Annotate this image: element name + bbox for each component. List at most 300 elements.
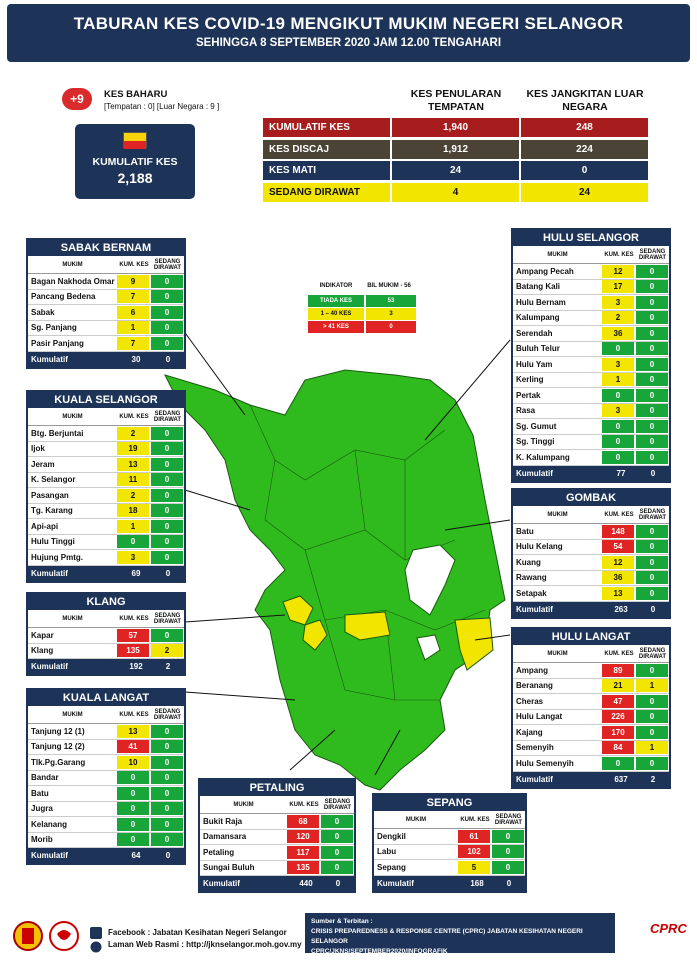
- summary-row-label: KES DISCAJ: [263, 140, 390, 159]
- total-active: 0: [506, 878, 512, 888]
- mukim-name: Sg. Gumut: [516, 421, 557, 431]
- cumulative-cases: 226: [602, 710, 634, 723]
- district-panel-hulu-selangor: [511, 228, 671, 483]
- summary-imported-value: 224: [521, 140, 648, 159]
- active-cases: 0: [151, 442, 183, 455]
- cumulative-cases: 13: [602, 587, 634, 600]
- selangor-flag-icon: [123, 132, 147, 148]
- table-row: [513, 710, 669, 726]
- mukim-name: Kuang: [516, 557, 541, 567]
- table-row: [28, 321, 184, 337]
- table-row: [28, 724, 184, 740]
- total-cases: 168: [470, 878, 484, 888]
- total-row: [200, 876, 354, 891]
- cumulative-cases: 84: [602, 741, 634, 754]
- mukim-name: Rasa: [516, 406, 536, 416]
- district-panel-hulu-langat: [511, 627, 671, 789]
- active-cases: 0: [321, 846, 353, 859]
- column-header-sedang: SEDANG DIRAWAT: [323, 798, 352, 811]
- active-cases: 2: [151, 644, 183, 657]
- table-row: [28, 290, 184, 306]
- table-row: [28, 628, 184, 644]
- active-cases: 0: [151, 427, 183, 440]
- mukim-name: Setapak: [516, 588, 547, 598]
- mukim-name: Batang Kali: [516, 282, 561, 292]
- cumulative-cases: 61: [458, 830, 490, 843]
- column-header-row: [200, 796, 354, 814]
- column-header-row: [374, 811, 525, 829]
- district-panel-petaling: [198, 778, 356, 893]
- table-row: [200, 814, 354, 830]
- mukim-name: Buluh Telur: [516, 344, 560, 354]
- column-header-sedang: SEDANG DIRAWAT: [638, 647, 667, 660]
- cumulative-cases: 47: [602, 695, 634, 708]
- summary-local-value: 4: [392, 183, 519, 202]
- cumulative-cases: 2: [117, 489, 149, 502]
- mukim-name: K. Kalumpang: [516, 452, 570, 462]
- table-row: [513, 357, 669, 373]
- column-header-kum: KUM. KES: [604, 511, 634, 518]
- column-header-sedang: SEDANG DIRAWAT: [153, 612, 182, 625]
- active-cases: 0: [151, 306, 183, 319]
- new-cases-badge: +9: [62, 88, 92, 110]
- total-cases: 263: [614, 604, 628, 614]
- column-header-mukim: MUKIM: [62, 711, 83, 718]
- table-row: [28, 817, 184, 833]
- new-cases-text: [104, 89, 219, 113]
- active-cases: 0: [636, 389, 668, 402]
- mukim-name: Kapar: [31, 630, 54, 640]
- table-row: [28, 644, 184, 660]
- column-header-row: [513, 246, 669, 264]
- table-row: [28, 336, 184, 352]
- column-header-row: [28, 408, 184, 426]
- legend-row: [308, 295, 416, 307]
- active-cases: 0: [151, 802, 183, 815]
- active-cases: 0: [321, 830, 353, 843]
- mukim-name: Semenyih: [516, 743, 554, 753]
- total-label: Kumulatif: [31, 354, 68, 364]
- mukim-name: Bandar: [31, 773, 59, 783]
- total-cases: 77: [616, 468, 626, 478]
- district-panel-gombak: [511, 488, 671, 619]
- table-row: [513, 342, 669, 358]
- mukim-name: Ampang: [516, 665, 548, 675]
- active-cases: 0: [636, 695, 668, 708]
- facebook-link[interactable]: Facebook : Jabatan Kesihatan Negeri Selangor: [108, 928, 287, 937]
- column-header-mukim: MUKIM: [233, 801, 254, 808]
- active-cases: 0: [636, 420, 668, 433]
- total-row: [28, 659, 184, 674]
- summary-row: [263, 161, 648, 180]
- cumulative-cases: 1: [117, 321, 149, 334]
- column-header-sedang: SEDANG DIRAWAT: [494, 813, 523, 826]
- mukim-name: Tlk.Pg.Garang: [31, 757, 86, 767]
- active-cases: 1: [636, 741, 668, 754]
- table-row: [28, 457, 184, 473]
- active-cases: 0: [151, 337, 183, 350]
- cumulative-cases: 0: [602, 435, 634, 448]
- mukim-name: Pancang Bedena: [31, 292, 96, 302]
- summary-row-label: KUMULATIF KES: [263, 118, 390, 137]
- legend-row: [308, 321, 416, 333]
- cumulative-box: [75, 124, 195, 199]
- cumulative-cases: 117: [287, 846, 319, 859]
- mukim-name: Tanjung 12 (2): [31, 742, 85, 752]
- page-subtitle: SEHINGGA 8 SEPTEMBER 2020 JAM 12.00 TENGAHARI: [195, 37, 502, 49]
- cumulative-cases: 3: [602, 296, 634, 309]
- active-cases: 0: [492, 830, 524, 843]
- active-cases: 0: [636, 373, 668, 386]
- total-row: [513, 466, 669, 481]
- mukim-name: Hulu Bernam: [516, 297, 566, 307]
- cumulative-cases: 170: [602, 726, 634, 739]
- table-row: [513, 540, 669, 556]
- district-panel-sepang: [372, 793, 527, 893]
- source-ref: CPRC/JKNS/SEPTEMBER2020/INFOGRAFIK: [311, 948, 448, 955]
- mukim-name: Serendah: [516, 328, 553, 338]
- active-cases: 0: [636, 342, 668, 355]
- moh-logo-icon: [48, 920, 80, 952]
- column-header-sedang: SEDANG DIRAWAT: [153, 258, 182, 271]
- total-label: Kumulatif: [516, 604, 553, 614]
- total-cases: 440: [299, 879, 313, 888]
- summary-row: [263, 140, 648, 159]
- column-header-kum: KUM. KES: [119, 615, 149, 622]
- mukim-name: Labu: [377, 847, 397, 857]
- total-row: [28, 848, 184, 863]
- cumulative-value: 2,188: [117, 170, 153, 186]
- table-row: [513, 450, 669, 466]
- table-row: [374, 860, 525, 876]
- table-row: [200, 830, 354, 846]
- cprc-logo: CPRC: [650, 921, 687, 936]
- mukim-name: Jugra: [31, 804, 53, 814]
- column-header-mukim: MUKIM: [547, 650, 568, 657]
- cumulative-cases: 12: [602, 265, 634, 278]
- cumulative-cases: 0: [117, 535, 149, 548]
- active-cases: 0: [151, 290, 183, 303]
- cumulative-cases: 10: [117, 756, 149, 769]
- summary-row: [263, 183, 648, 202]
- active-cases: 0: [636, 571, 668, 584]
- active-cases: 0: [636, 327, 668, 340]
- table-row: [513, 404, 669, 420]
- column-header-sedang: SEDANG DIRAWAT: [153, 410, 182, 423]
- column-header-mukim: MUKIM: [62, 413, 83, 420]
- source-org: CRISIS PREPAREDNESS & RESPONSE CENTRE (CPRC) JABATAN KESIHATAN NEGERI SELANGOR: [311, 928, 583, 945]
- source-label: Sumber & Terbitan :: [311, 918, 373, 925]
- table-row: [28, 550, 184, 566]
- column-header-mukim: MUKIM: [547, 251, 568, 258]
- cumulative-cases: 17: [602, 280, 634, 293]
- cumulative-cases: 102: [458, 845, 490, 858]
- mukim-name: Tanjung 12 (1): [31, 726, 85, 736]
- district-title: SABAK BERNAM: [28, 240, 184, 256]
- mukim-name: Bagan Nakhoda Omar: [31, 276, 115, 286]
- active-cases: 0: [636, 404, 668, 417]
- active-cases: 0: [151, 321, 183, 334]
- active-cases: 0: [151, 725, 183, 738]
- cumulative-cases: 0: [602, 451, 634, 464]
- district-title: HULU SELANGOR: [513, 230, 669, 246]
- district-panel-kuala-selangor: [26, 390, 186, 583]
- district-title: KUALA LANGAT: [28, 690, 184, 706]
- district-title: KUALA SELANGOR: [28, 392, 184, 408]
- legend-value: 3: [366, 308, 416, 320]
- mukim-name: Bukit Raja: [203, 816, 243, 826]
- summary-imported-value: 24: [521, 183, 648, 202]
- table-row: [513, 694, 669, 710]
- column-header-row: [513, 645, 669, 663]
- cumulative-cases: 0: [117, 771, 149, 784]
- mukim-name: Ampang Pecah: [516, 266, 574, 276]
- legend-header-indicator: INDIKATOR: [319, 283, 353, 289]
- table-row: [513, 725, 669, 741]
- total-cases: 69: [131, 568, 141, 578]
- table-row: [513, 435, 669, 451]
- active-cases: 0: [636, 525, 668, 538]
- table-row: [513, 280, 669, 296]
- active-cases: 0: [636, 757, 668, 770]
- cumulative-cases: 0: [602, 342, 634, 355]
- table-row: [513, 756, 669, 772]
- mukim-name: Btg. Berjuntai: [31, 428, 84, 438]
- total-active: 0: [335, 879, 341, 888]
- active-cases: 0: [151, 275, 183, 288]
- cumulative-cases: 0: [117, 787, 149, 800]
- cumulative-cases: 3: [117, 551, 149, 564]
- mukim-name: Sungai Buluh: [203, 863, 255, 873]
- column-header-kum: KUM. KES: [119, 711, 149, 718]
- cumulative-cases: 68: [287, 815, 319, 828]
- summary-imported-value: 248: [521, 118, 648, 137]
- cumulative-cases: 57: [117, 629, 149, 642]
- total-active: 0: [165, 568, 171, 578]
- active-cases: 0: [636, 540, 668, 553]
- column-header-kum: KUM. KES: [604, 650, 634, 657]
- cumulative-cases: 0: [602, 420, 634, 433]
- district-title: SEPANG: [374, 795, 525, 811]
- mukim-name: Damansara: [203, 832, 247, 842]
- cumulative-cases: 2: [602, 311, 634, 324]
- table-row: [513, 679, 669, 695]
- column-header-row: [28, 256, 184, 274]
- mukim-name: Pasangan: [31, 490, 69, 500]
- mukim-name: Ijok: [31, 444, 45, 454]
- active-cases: 0: [151, 489, 183, 502]
- mukim-name: Sg. Tinggi: [516, 437, 555, 447]
- cumulative-cases: 6: [117, 306, 149, 319]
- cumulative-cases: 0: [117, 833, 149, 846]
- table-row: [28, 833, 184, 849]
- map-legend: [308, 280, 416, 334]
- total-label: Kumulatif: [516, 774, 553, 784]
- active-cases: 0: [151, 756, 183, 769]
- district-panel-kuala-langat: [26, 688, 186, 865]
- total-active: 2: [650, 774, 656, 784]
- title-banner: [7, 4, 690, 62]
- total-active: 0: [165, 354, 171, 364]
- active-cases: 0: [321, 861, 353, 874]
- cumulative-cases: 0: [602, 389, 634, 402]
- mukim-name: Kelanang: [31, 819, 68, 829]
- cumulative-cases: 1: [117, 520, 149, 533]
- mukim-name: Sabak: [31, 307, 55, 317]
- mukim-name: Hulu Kelang: [516, 542, 563, 552]
- cumulative-cases: 0: [117, 818, 149, 831]
- total-active: 0: [650, 468, 656, 478]
- summary-col1-header: KES PENULARAN TEMPATAN: [410, 88, 502, 113]
- table-row: [28, 771, 184, 787]
- active-cases: 0: [636, 296, 668, 309]
- total-cases: 637: [614, 774, 628, 784]
- cumulative-cases: 89: [602, 664, 634, 677]
- total-label: Kumulatif: [31, 851, 68, 860]
- mukim-name: Petaling: [203, 847, 235, 857]
- mukim-name: Beranang: [516, 681, 553, 691]
- column-header-kum: KUM. KES: [119, 261, 149, 268]
- mukim-name: Tg. Karang: [31, 506, 73, 516]
- column-header-row: [28, 610, 184, 628]
- total-cases: 192: [129, 662, 143, 671]
- cumulative-cases: 41: [117, 740, 149, 753]
- table-row: [28, 519, 184, 535]
- table-row: [28, 442, 184, 458]
- legend-label: TIADA KES: [308, 295, 364, 307]
- cumulative-cases: 0: [602, 757, 634, 770]
- table-row: [513, 741, 669, 757]
- district-title: HULU LANGAT: [513, 629, 669, 645]
- new-cases-label: KES BAHARU: [104, 89, 168, 100]
- total-label: Kumulatif: [377, 878, 414, 888]
- table-row: [28, 504, 184, 520]
- mukim-name: Rawang: [516, 573, 547, 583]
- cumulative-cases: 120: [287, 830, 319, 843]
- total-cases: 30: [131, 354, 141, 364]
- table-row: [513, 663, 669, 679]
- active-cases: 0: [151, 551, 183, 564]
- active-cases: 0: [321, 815, 353, 828]
- active-cases: 0: [636, 556, 668, 569]
- cumulative-cases: 3: [602, 404, 634, 417]
- total-row: [28, 566, 184, 581]
- cumulative-cases: 0: [117, 802, 149, 815]
- table-row: [28, 802, 184, 818]
- active-cases: 1: [636, 679, 668, 692]
- active-cases: 0: [636, 451, 668, 464]
- column-header-kum: KUM. KES: [460, 816, 490, 823]
- cumulative-cases: 36: [602, 327, 634, 340]
- summary-local-value: 24: [392, 161, 519, 180]
- legend-label: > 41 KES: [308, 321, 364, 333]
- web-icon: [90, 941, 102, 953]
- active-cases: 0: [151, 473, 183, 486]
- cumulative-cases: 135: [287, 861, 319, 874]
- column-header-mukim: MUKIM: [62, 261, 83, 268]
- total-label: Kumulatif: [516, 468, 553, 478]
- page-title: TABURAN KES COVID-19 MENGIKUT MUKIM NEGERI SELANGOR: [73, 14, 624, 33]
- cumulative-cases: 54: [602, 540, 634, 553]
- mukim-name: Batu: [516, 526, 534, 536]
- column-header-mukim: MUKIM: [405, 816, 427, 823]
- column-header-kum: KUM. KES: [604, 251, 634, 258]
- legend-row: [308, 308, 416, 320]
- cumulative-cases: 12: [602, 556, 634, 569]
- cumulative-cases: 19: [117, 442, 149, 455]
- total-active: 2: [165, 662, 171, 671]
- table-row: [513, 388, 669, 404]
- mukim-name: Hulu Yam: [516, 359, 553, 369]
- table-row: [513, 326, 669, 342]
- total-active: 0: [650, 604, 656, 614]
- active-cases: 0: [636, 587, 668, 600]
- active-cases: 0: [151, 740, 183, 753]
- mukim-name: Dengkil: [377, 831, 406, 841]
- table-row: [513, 264, 669, 280]
- table-row: [513, 524, 669, 540]
- active-cases: 0: [636, 435, 668, 448]
- cumulative-cases: 7: [117, 290, 149, 303]
- column-header-mukim: MUKIM: [547, 511, 568, 518]
- active-cases: 0: [151, 535, 183, 548]
- website-link[interactable]: Laman Web Rasmi : http://jknselangor.moh.gov.my: [108, 940, 302, 949]
- table-row: [513, 555, 669, 571]
- cumulative-cases: 5: [458, 861, 490, 874]
- active-cases: 0: [151, 787, 183, 800]
- district-title: GOMBAK: [513, 490, 669, 506]
- summary-row-label: KES MATI: [263, 161, 390, 180]
- mukim-name: Kerling: [516, 375, 544, 385]
- mukim-name: Jeram: [31, 459, 55, 469]
- table-row: [200, 861, 354, 877]
- active-cases: 0: [151, 833, 183, 846]
- active-cases: 0: [636, 710, 668, 723]
- summary-local-value: 1,940: [392, 118, 519, 137]
- total-label: Kumulatif: [203, 879, 240, 888]
- cumulative-label: KUMULATIF KES: [92, 156, 178, 168]
- table-row: [513, 373, 669, 389]
- active-cases: 0: [151, 629, 183, 642]
- mukim-name: Hulu Tinggi: [31, 537, 75, 547]
- mukim-name: Sepang: [377, 862, 406, 872]
- mukim-name: Hulu Semenyih: [516, 758, 574, 768]
- table-row: [28, 274, 184, 290]
- mukim-name: Api-api: [31, 521, 59, 531]
- mukim-name: Sg. Panjang: [31, 323, 77, 333]
- total-cases: 64: [131, 851, 141, 860]
- active-cases: 0: [151, 458, 183, 471]
- summary-local-value: 1,912: [392, 140, 519, 159]
- cumulative-cases: 21: [602, 679, 634, 692]
- total-active: 0: [165, 851, 171, 860]
- table-row: [513, 419, 669, 435]
- table-row: [28, 305, 184, 321]
- active-cases: 0: [492, 845, 524, 858]
- cumulative-cases: 13: [117, 458, 149, 471]
- table-row: [513, 586, 669, 602]
- cumulative-cases: 1: [602, 373, 634, 386]
- cumulative-cases: 7: [117, 337, 149, 350]
- mukim-name: K. Selangor: [31, 475, 76, 485]
- cumulative-cases: 36: [602, 571, 634, 584]
- legend-header-count: BIL MUKIM - 56: [367, 283, 411, 289]
- total-row: [374, 876, 525, 891]
- active-cases: 0: [636, 726, 668, 739]
- table-row: [28, 786, 184, 802]
- footer: [0, 905, 697, 960]
- district-title: KLANG: [28, 594, 184, 610]
